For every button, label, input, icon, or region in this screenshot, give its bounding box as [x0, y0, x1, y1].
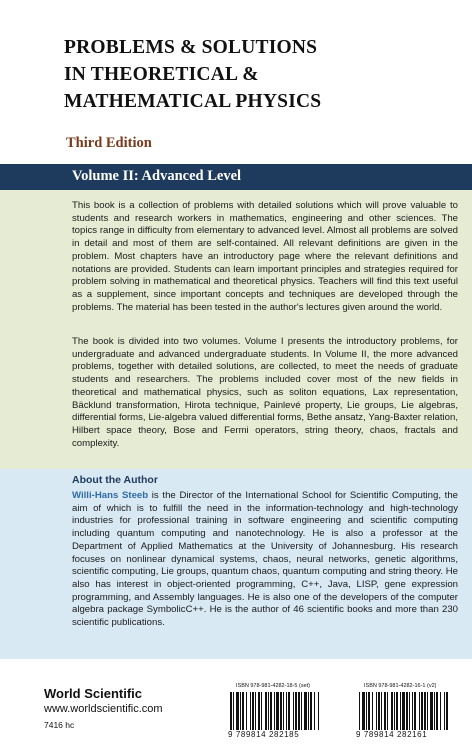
- publisher-url[interactable]: www.worldscientific.com: [44, 703, 163, 715]
- publisher-logo: World Scientific: [44, 686, 142, 701]
- isbn-label: ISBN 978-981-4282-16-1 (v2): [364, 683, 437, 689]
- barcode-volume: [354, 683, 454, 743]
- author-name: Willi-Hans Steeb: [72, 490, 149, 501]
- title-line: IN THEORETICAL &: [64, 64, 259, 85]
- author-bio-text: is the Director of the International School for Scientific Computing, the aim of which is to fulfill the need in the information-technology and high-technology industries for professional training in software engineering and scientific computing including quantum computing and nanotechnology. He is also a professor at the Department of Applied Mathematics at the University of Johannesburg. His research focuses on nonlinear dynamical systems, chaos, neural networks, genetic algorithms, scientific computing, Lie groups, quantum chaos, quantum computing and string theory. He also has interest in object-oriented programming, C++, Java, LISP, gene expression programming, and Assembly languages. He is also one of the developers of the computer algebra package SymbolicC++. He is the author of 46 scientific books and more than 230 scientific publications.: [72, 490, 459, 629]
- description-paragraph: The book is divided into two volumes. Volume I presents the introductory problems, for undergraduate and advanced undergraduate students. In Volume II, the more advanced problems, together with detailed solutions, are collected, to meet the needs of graduate students and researchers. The problems included cover most of the new fields in theoretical and mathematical physics, such as soliton equations, Lax representation, Bäcklund transformation, Hirota technique, Painlevé property, Lie groups, Lie algebras, differential forms, Lie-algebra valued differential forms, Bethe ansatz, Yang-Baxter relation, Hilbert space theory, Bose and Fermi operators, string theory, chaos, fractals and complexity.: [72, 336, 458, 449]
- barcode-number: 9 789814 282185: [228, 730, 300, 739]
- volume-label: Volume II: Advanced Level: [72, 168, 242, 184]
- volume-banner: [0, 164, 472, 190]
- author-bio: [72, 490, 458, 630]
- edition-label: Third Edition: [66, 135, 152, 151]
- about-heading: About the Author: [72, 474, 158, 486]
- description-paragraph: This book is a collection of problems with detailed solutions which will prove valuable to students and research workers in mathematics, engineering and other sciences. The topics range in difficulty from elementary to advanced level. Almost all problems are solved in detail and most of them are self-contained. All relevant definitions are given in the problem. Most chapters have an introductory page where the relevant definitions and notations are provided. Students can learn important principles and strategies required for problem solving in mathematical and theoretical physics. Teachers will find this text useful as a supplement, since important concepts and techniques are developed through the problems. The material has been tested in the author's lectures given around the world.: [72, 200, 458, 313]
- title-line: MATHEMATICAL PHYSICS: [64, 91, 322, 112]
- barcode-icon: [230, 692, 322, 730]
- isbn-label: ISBN 978-981-4282-18-5 (set): [236, 683, 310, 689]
- book-title: [64, 34, 464, 115]
- publisher-code: 7416 hc: [44, 720, 75, 730]
- barcode-set: [226, 683, 326, 743]
- barcode-number: 9 789814 282161: [356, 730, 428, 739]
- title-line: PROBLEMS & SOLUTIONS: [64, 37, 318, 58]
- barcode-icon: [358, 692, 450, 730]
